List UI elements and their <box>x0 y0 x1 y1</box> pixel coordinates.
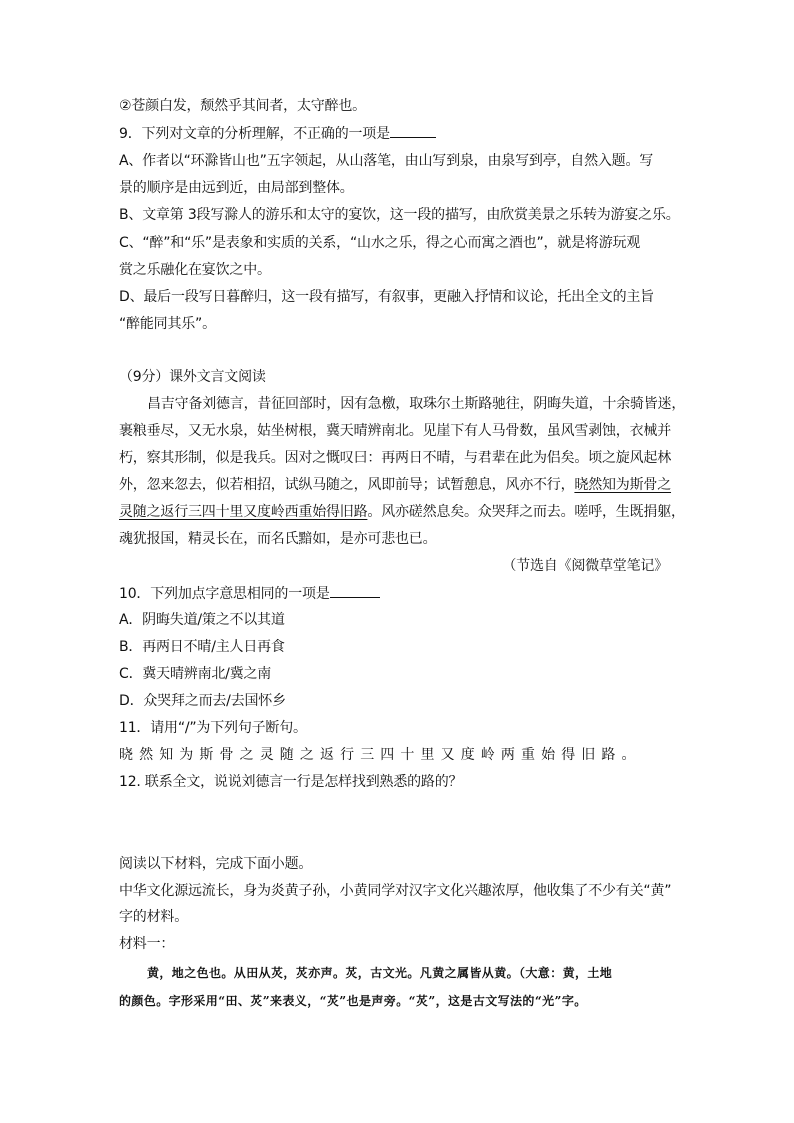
background-line: 中华文化源远流长，身为炎黄子孙，小黄同学对汉字文化兴趣浓厚，他收集了不少有关“黄” <box>119 883 672 899</box>
question-12: 12. 联系全文，说说刘德言一行是怎样找到熟悉的路的？ <box>119 774 463 790</box>
option-b: B．再两日不晴/主人日再食 <box>119 639 285 655</box>
passage-text: 外，忽来忽去，似若相招，试纵马随之，风即前导；试暂憩息，风亦不行， <box>119 477 575 493</box>
passage-line: 朽，察其形制，似是我兵。因对之慨叹曰：再两日不晴，与君辈在此为侣矣。顷之旋风起林 <box>119 450 671 466</box>
option-line: A、作者以“环滁皆山也”五字领起，从山落笔，由山写到泉，由泉写到亭，自然入题。写 <box>119 153 654 169</box>
answer-blank[interactable] <box>330 583 380 598</box>
passage-line: 裹粮垂尽，又无水泉，姑坐树根，冀天晴辨南北。见崖下有人马骨数，虽风雪剥蚀，衣械并 <box>119 423 671 439</box>
material-label: 材料一： <box>119 936 175 952</box>
option-a: A．阴晦失道/策之不以其道 <box>119 612 285 628</box>
section-header: （9分）课外文言文阅读 <box>119 369 266 385</box>
text-line: ②苍颜白发，颓然乎其间者，太守醉也。 <box>119 98 366 114</box>
question-9-stem <box>119 123 436 144</box>
question-11-stem: 11．请用“/”为下列句子断句。 <box>119 720 307 736</box>
option-line: “醉能同其乐”。 <box>119 316 216 332</box>
option-line: 景的顺序是由远到近，由局部到整体。 <box>119 180 354 196</box>
question-text: 10．下列加点字意思相同的一项是 <box>119 586 330 602</box>
underlined-sentence: 晓然知为斯骨之 <box>574 477 672 493</box>
sentence-to-punctuate: 晓然知为斯骨之灵随之返行三四十里又度岭两重始得旧路。 <box>119 747 642 763</box>
answer-blank[interactable] <box>390 123 436 138</box>
source-citation: （节选自《阅微草堂笔记》 <box>502 558 668 574</box>
passage-line <box>119 475 671 495</box>
passage-line <box>119 502 685 522</box>
option-line: C、“醉”和“乐”是表象和实质的关系，“山水之乐，得之心而寓之酒也”，就是将游玩观 <box>119 235 641 251</box>
option-line: 赏之乐融化在宴饮之中。 <box>119 262 271 278</box>
background-line: 字的材料。 <box>119 909 188 925</box>
option-d: D．众哭拜之而去/去国怀乡 <box>119 693 286 709</box>
reading-intro: 阅读以下材料，完成下面小题。 <box>119 856 313 872</box>
passage-line: 昌吉守备刘德言，昔征回部时，因有急檄，取珠尔土斯路驰往，阴晦失道，十余骑皆迷， <box>147 396 686 412</box>
material-line: 的颜色。字形采用“田、炗”来表义，“炗”也是声旁。“炗”，这是古文写法的“光”字。 <box>119 994 587 1008</box>
passage-line: 魂犹报国，精灵长在，而名氏黯如，是亦可悲也已。 <box>119 531 437 547</box>
question-text: 9．下列对文章的分析理解，不正确的一项是 <box>119 126 390 142</box>
question-10-stem <box>119 583 380 604</box>
option-line: D、最后一段写日暮醉归，这一段有描写，有叙事，更融入抒情和议论，托出全文的主旨 <box>119 289 654 305</box>
option-line: B、文章第 3段写滁人的游乐和太守的宴饮，这一段的描写，由欣赏美景之乐转为游宴之乐。 <box>119 207 680 223</box>
option-c: C．冀天晴辨南北/冀之南 <box>119 666 272 682</box>
underlined-sentence: 灵随之返行三四十里又度岭西重始得旧路 <box>119 504 368 520</box>
material-line: 黄，地之色也。从田从炗，炗亦声。炗，古文光。凡黄之属皆从黄。（大意：黄，土地 <box>147 966 613 980</box>
passage-text: 。风亦磋然息矣。众哭拜之而去。嗟呼，生既捐躯， <box>367 504 685 520</box>
